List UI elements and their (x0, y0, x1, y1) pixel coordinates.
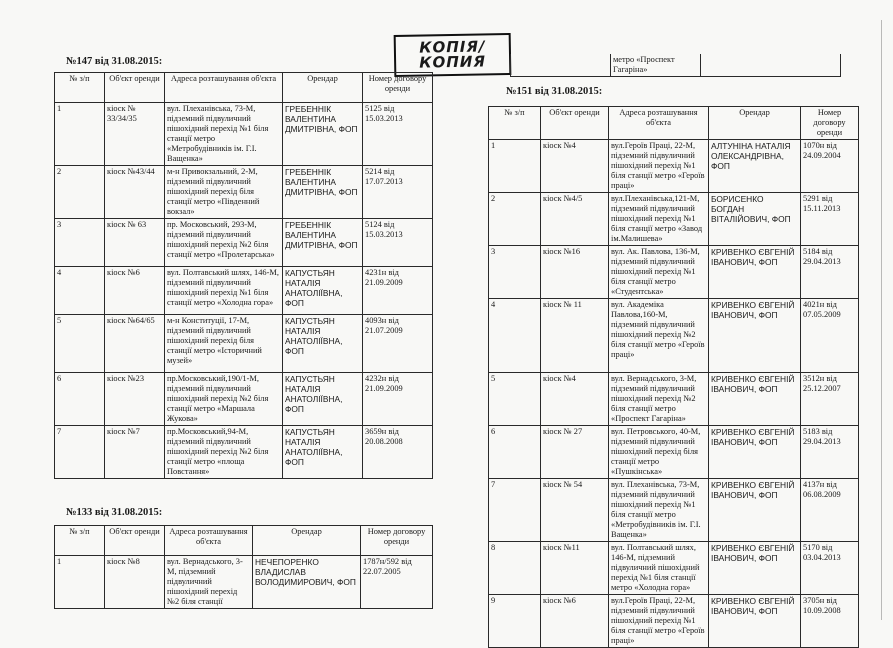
header-address: Адреса розташування об'єкта (609, 107, 709, 140)
cell-address: пр. Московський, 293-М, підземний підвуличний пішохідний перехід №2 біля станції метро «Пролетарська» (165, 219, 283, 267)
cell-num: 4 (489, 299, 541, 373)
cell-tenant: КРИВЕНКО ЄВГЕНІЙ ІВАНОВИЧ, ФОП (709, 373, 801, 426)
cell-contract: 4137н від 06.08.2009 (801, 479, 859, 542)
cell-address: вул. Вернадського, 3-М, підземний підвуличний пішохідний перехід №2 біля станції метро «Проспект Гагаріна» (609, 373, 709, 426)
header-address: Адреса розташування об'єкта (165, 526, 253, 556)
table-row (489, 479, 859, 542)
cell-object: кіоск №64/65 (105, 315, 165, 373)
cell-object: кіоск №4/5 (541, 193, 609, 246)
cell-tenant: АЛТУНІНА НАТАЛІЯ ОЛЕКСАНДРІВНА, ФОП (709, 140, 801, 193)
cell-address: м-н Привокзальний, 2-М, підземний підвуличний пішохідний перехід біля станції метро «Південний вокзал» (165, 166, 283, 219)
cell-object: кіоск №16 (541, 246, 609, 299)
cell-address: вул. Полтавський шлях, 146-М, підземний підвуличний пішохідний перехід №1 біля станції метро «Холодна гора» (165, 267, 283, 315)
cell-tenant: КРИВЕНКО ЄВГЕНІЙ ІВАНОВИЧ, ФОП (709, 426, 801, 479)
header-object: Об'єкт оренди (105, 73, 165, 103)
table-row (55, 219, 433, 267)
cell-tenant: ГРЕБЕННІК ВАЛЕНТИНА ДМИТРІВНА, ФОП (283, 219, 363, 267)
cell-num: 5 (55, 315, 105, 373)
cell-object: кіоск №11 (541, 542, 609, 595)
cell-contract: 4231н від 21.09.2009 (363, 267, 433, 315)
table-row (55, 556, 433, 609)
header-contract: Номер договору оренди (801, 107, 859, 140)
cell-contract: 3659н від 20.08.2008 (363, 426, 433, 479)
cell-num: 3 (489, 246, 541, 299)
cell-object: кіоск №4 (541, 140, 609, 193)
table-147 (54, 72, 433, 479)
header-contract: Номер договору оренди (363, 73, 433, 103)
cell-contract: 5184 від 29.04.2013 (801, 246, 859, 299)
section-title-147: №147 від 31.08.2015: (66, 56, 163, 67)
cell-contract: 3512н від 25.12.2007 (801, 373, 859, 426)
table-row (489, 193, 859, 246)
cell-object: кіоск №6 (105, 267, 165, 315)
cell-address: вул.Героїв Праці, 22-М, підземний підвуличний пішохідний перехід №1 біля станції метро «Героїв праці» (609, 595, 709, 648)
table-row (55, 373, 433, 426)
cell-address: пр.Московський,94-М, підземний підвуличний пішохідний перехід №2 біля станції метро «площа Повстання» (165, 426, 283, 479)
cell-address: вул. Петровського, 40-М, підземний підвуличний пішохідний перехід біля станції метро «Пушкінська» (609, 426, 709, 479)
continued-fragment (510, 54, 841, 77)
cell-address: вул.Плеханівська,121-М, підземний підвуличний пішохідний перехід №1 біля станції метро «Завод ім.Малишева» (609, 193, 709, 246)
cell-contract: 1070н від 24.09.2004 (801, 140, 859, 193)
cell-tenant: КРИВЕНКО ЄВГЕНІЙ ІВАНОВИЧ, ФОП (709, 246, 801, 299)
table-row (489, 426, 859, 479)
cell-num: 1 (55, 556, 105, 609)
cell-contract: 1787н/592 від 22.07.2005 (361, 556, 433, 609)
cell-tenant: КРИВЕНКО ЄВГЕНІЙ ІВАНОВИЧ, ФОП (709, 595, 801, 648)
cell-address: м-н Конституції, 17-М, підземний підвуличний пішохідний перехід біля станції метро «Історичний музей» (165, 315, 283, 373)
cell-tenant: БОРИСЕНКО БОГДАН ВІТАЛІЙОВИЧ, ФОП (709, 193, 801, 246)
cell-tenant: КАПУСТЬЯН НАТАЛІЯ АНАТОЛІЇВНА, ФОП (283, 426, 363, 479)
cell-tenant: КАПУСТЬЯН НАТАЛІЯ АНАТОЛІЇВНА, ФОП (283, 373, 363, 426)
cell-tenant: КРИВЕНКО ЄВГЕНІЙ ІВАНОВИЧ, ФОП (709, 479, 801, 542)
table-row (489, 595, 859, 648)
table-row (489, 246, 859, 299)
cell-object: кіоск №7 (105, 426, 165, 479)
cell-num: 6 (489, 426, 541, 479)
cell-address: вул. Плеханівська, 73-М, підземний підвуличний пішохідний перехід №1 біля станції метро «Метробудівників ім. Г.І. Ващенка» (165, 103, 283, 166)
header-num: № з/п (489, 107, 541, 140)
table-row (489, 542, 859, 595)
cell-tenant: КРИВЕНКО ЄВГЕНІЙ ІВАНОВИЧ, ФОП (709, 542, 801, 595)
header-object: Об'єкт оренди (541, 107, 609, 140)
cell-num: 7 (489, 479, 541, 542)
cell-address: вул. Академіка Павлова,160-М, підземний підвуличний пішохідний перехід №2 біля станції метро «Героїв праці» (609, 299, 709, 373)
cell-contract: 4232н від 21.09.2009 (363, 373, 433, 426)
cell-address: вул.Героїв Праці, 22-М, підземний підвуличний пішохідний перехід №1 біля станції метро «Героїв праці» (609, 140, 709, 193)
cell-tenant: ГРЕБЕННІК ВАЛЕНТИНА ДМИТРІВНА, ФОП (283, 103, 363, 166)
cell-address: вул. Плеханівська, 73-М, підземний підвуличний пішохідний перехід №1 біля станції метро «Метробудівників ім. Г.І. Ващенка» (609, 479, 709, 542)
header-tenant: Орендар (709, 107, 801, 140)
copy-stamp (394, 33, 512, 77)
cell-object: кіоск № 33/34/35 (105, 103, 165, 166)
header-address: Адреса розташування об'єкта (165, 73, 283, 103)
cell-object: кіоск № 27 (541, 426, 609, 479)
header-num: № з/п (55, 526, 105, 556)
cell-num: 9 (489, 595, 541, 648)
cell-num: 6 (55, 373, 105, 426)
cell-object: кіоск №8 (105, 556, 165, 609)
stamp-line-2: КОПИЯ (419, 52, 487, 72)
section-title-151: №151 від 31.08.2015: (506, 86, 603, 97)
cell-contract: 5170 від 03.04.2013 (801, 542, 859, 595)
header-contract: Номер договору оренди (361, 526, 433, 556)
cell-num: 1 (489, 140, 541, 193)
cell-num: 1 (55, 103, 105, 166)
cell-contract: 4021н від 07.05.2009 (801, 299, 859, 373)
header-object: Об'єкт оренди (105, 526, 165, 556)
table-row (489, 140, 859, 193)
cell-num: 2 (489, 193, 541, 246)
table-row (55, 315, 433, 373)
header-num: № з/п (55, 73, 105, 103)
cell-num: 5 (489, 373, 541, 426)
cell-contract: 5183 від 29.04.2013 (801, 426, 859, 479)
stamp-line-1: КОПІЯ/ (419, 37, 486, 57)
fragment-text: метро «Проспект Гагаріна» (611, 54, 701, 77)
cell-contract: 5291 від 15.11.2013 (801, 193, 859, 246)
cell-object: кіоск №4 (541, 373, 609, 426)
cell-num: 7 (55, 426, 105, 479)
cell-contract: 5125 від 15.03.2013 (363, 103, 433, 166)
cell-num: 8 (489, 542, 541, 595)
cell-contract: 4093н від 21.07.2009 (363, 315, 433, 373)
cell-object: кіоск № 54 (541, 479, 609, 542)
cell-tenant: КАПУСТЬЯН НАТАЛІЯ АНАТОЛІЇВНА, ФОП (283, 267, 363, 315)
cell-contract: 5124 від 15.03.2013 (363, 219, 433, 267)
cell-object: кіоск №23 (105, 373, 165, 426)
cell-tenant: ГРЕБЕННІК ВАЛЕНТИНА ДМИТРІВНА, ФОП (283, 166, 363, 219)
table-row (55, 426, 433, 479)
cell-tenant: КРИВЕНКО ЄВГЕНІЙ ІВАНОВИЧ, ФОП (709, 299, 801, 373)
cell-address: вул. Ак. Павлова, 136-М, підземний підвуличний пішохідний перехід №1 біля станції метро «Студентська» (609, 246, 709, 299)
cell-num: 4 (55, 267, 105, 315)
cell-contract: 3705н від 10.09.2008 (801, 595, 859, 648)
header-tenant: Орендар (283, 73, 363, 103)
cell-object: кіоск № 63 (105, 219, 165, 267)
cell-tenant: КАПУСТЬЯН НАТАЛІЯ АНАТОЛІЇВНА, ФОП (283, 315, 363, 373)
header-tenant: Орендар (253, 526, 361, 556)
page-edge-line (881, 20, 882, 620)
cell-object: кіоск №6 (541, 595, 609, 648)
cell-object: кіоск №43/44 (105, 166, 165, 219)
table-row (55, 166, 433, 219)
table-151 (488, 106, 859, 648)
table-row (489, 299, 859, 373)
cell-contract: 5214 від 17.07.2013 (363, 166, 433, 219)
cell-address: пр.Московський,190/1-М, підземний підвуличний пішохідний перехід №2 біля станції метро «Маршала Жукова» (165, 373, 283, 426)
cell-address: вул. Полтавський шлях, 146-М, підземний підвуличний пішохідний перехід №1 біля станції метро «Холодна гора» (609, 542, 709, 595)
cell-num: 3 (55, 219, 105, 267)
table-row (489, 373, 859, 426)
table-row (55, 267, 433, 315)
cell-num: 2 (55, 166, 105, 219)
table-row (55, 103, 433, 166)
cell-address: вул. Вернадського, 3-М, підземний підвуличний пішохідний перехід №2 біля станції (165, 556, 253, 609)
cell-object: кіоск № 11 (541, 299, 609, 373)
section-title-133: №133 від 31.08.2015: (66, 507, 163, 518)
cell-tenant: НЕЧЕПОРЕНКО ВЛАДИСЛАВ ВОЛОДИМИРОВИЧ, ФОП (253, 556, 361, 609)
table-133 (54, 525, 433, 609)
